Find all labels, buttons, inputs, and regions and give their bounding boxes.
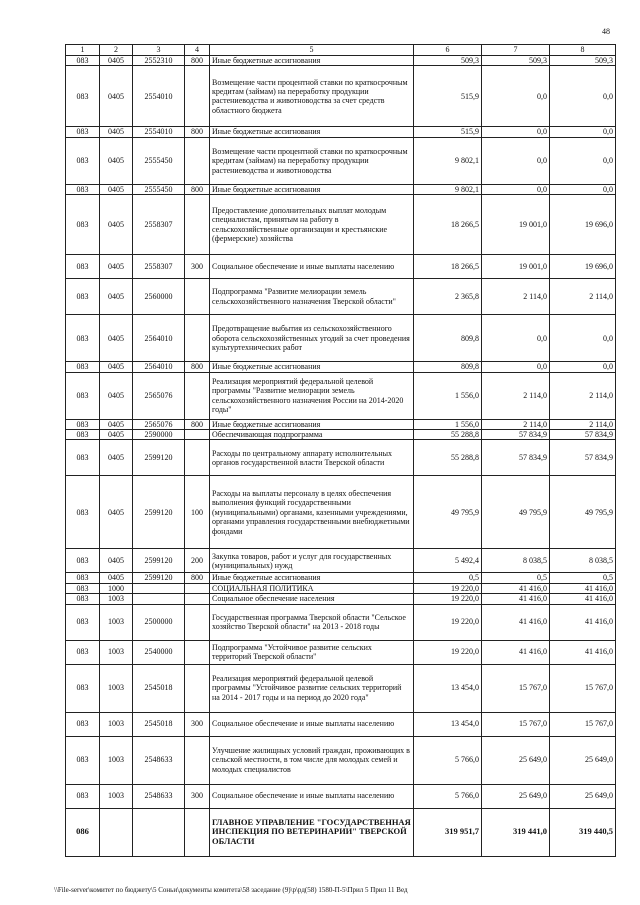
description-cell: Иные бюджетные ассигнования bbox=[210, 56, 414, 66]
section-cell: 0405 bbox=[100, 573, 133, 583]
code-cell: 086 bbox=[66, 808, 100, 856]
section-cell: 1003 bbox=[100, 784, 133, 808]
budget-table bbox=[65, 44, 616, 857]
amount-cell: 19 220,0 bbox=[414, 640, 482, 664]
table-row bbox=[66, 362, 616, 372]
table-row bbox=[66, 279, 616, 315]
amount-cell: 0,0 bbox=[482, 66, 550, 127]
target-cell: 2599120 bbox=[133, 549, 185, 573]
amount-cell: 809,8 bbox=[414, 362, 482, 372]
column-header: 1 bbox=[66, 45, 100, 56]
amount-cell: 9 802,1 bbox=[414, 137, 482, 184]
amount-cell: 0,0 bbox=[550, 127, 616, 137]
amount-cell: 19 220,0 bbox=[414, 594, 482, 604]
file-path-footer: \\File-server\комитет по бюджету\5 Соньи\документы комитета\58 заседание (9)\р\рд(58) 1580-П-5\Прил 5 Прил 11 Вед bbox=[54, 886, 408, 894]
type-cell: 300 bbox=[185, 255, 210, 279]
table-row bbox=[66, 583, 616, 593]
target-cell bbox=[133, 808, 185, 856]
section-cell: 0405 bbox=[100, 476, 133, 549]
table-row bbox=[66, 315, 616, 362]
table-row bbox=[66, 640, 616, 664]
amount-cell: 2 114,0 bbox=[482, 372, 550, 419]
table-row bbox=[66, 784, 616, 808]
table-row bbox=[66, 184, 616, 194]
amount-cell: 19 220,0 bbox=[414, 583, 482, 593]
type-cell bbox=[185, 315, 210, 362]
target-cell: 2555450 bbox=[133, 137, 185, 184]
table-row bbox=[66, 127, 616, 137]
target-cell: 2590000 bbox=[133, 430, 185, 440]
target-cell: 2545018 bbox=[133, 664, 185, 712]
section-cell: 0405 bbox=[100, 66, 133, 127]
description-cell: Подпрограмма "Развитие мелиорации земель сельскохозяйственного назначения Тверской области" bbox=[210, 279, 414, 315]
amount-cell: 19 696,0 bbox=[550, 195, 616, 255]
description-cell: Закупка товаров, работ и услуг для государственных (муниципальных) нужд bbox=[210, 549, 414, 573]
target-cell: 2564010 bbox=[133, 362, 185, 372]
target-cell: 2599120 bbox=[133, 440, 185, 476]
table-row bbox=[66, 372, 616, 419]
description-cell: Улучшение жилищных условий граждан, проживающих в сельской местности, в том числе для молодых семей и молодых специалистов bbox=[210, 736, 414, 784]
amount-cell: 15 767,0 bbox=[550, 664, 616, 712]
description-cell: СОЦИАЛЬНАЯ ПОЛИТИКА bbox=[210, 583, 414, 593]
amount-cell: 0,0 bbox=[482, 184, 550, 194]
table-row bbox=[66, 549, 616, 573]
table-row bbox=[66, 255, 616, 279]
type-cell bbox=[185, 372, 210, 419]
amount-cell: 0,0 bbox=[482, 137, 550, 184]
column-header: 2 bbox=[100, 45, 133, 56]
code-cell: 083 bbox=[66, 476, 100, 549]
amount-cell: 19 001,0 bbox=[482, 195, 550, 255]
target-cell: 2565076 bbox=[133, 372, 185, 419]
amount-cell: 0,5 bbox=[414, 573, 482, 583]
target-cell: 2540000 bbox=[133, 640, 185, 664]
amount-cell: 0,0 bbox=[550, 362, 616, 372]
section-cell: 1003 bbox=[100, 664, 133, 712]
section-cell: 1003 bbox=[100, 712, 133, 736]
code-cell: 083 bbox=[66, 279, 100, 315]
code-cell: 083 bbox=[66, 56, 100, 66]
code-cell: 083 bbox=[66, 372, 100, 419]
amount-cell: 41 416,0 bbox=[482, 583, 550, 593]
amount-cell: 41 416,0 bbox=[482, 594, 550, 604]
type-cell bbox=[185, 440, 210, 476]
header-row bbox=[66, 45, 616, 56]
description-cell: Социальное обеспечение и иные выплаты населению bbox=[210, 255, 414, 279]
type-cell bbox=[185, 583, 210, 593]
type-cell bbox=[185, 664, 210, 712]
amount-cell: 13 454,0 bbox=[414, 712, 482, 736]
type-cell bbox=[185, 736, 210, 784]
type-cell: 800 bbox=[185, 127, 210, 137]
code-cell: 083 bbox=[66, 127, 100, 137]
code-cell: 083 bbox=[66, 784, 100, 808]
amount-cell: 41 416,0 bbox=[550, 594, 616, 604]
description-cell: Предоставление дополнительных выплат молодым специалистам, принятым на работу в сельскохозяйственные организации и крестьянские (фермерские) хозяйства bbox=[210, 195, 414, 255]
code-cell: 083 bbox=[66, 640, 100, 664]
description-cell: Подпрограмма "Устойчивое развитие сельских территорий Тверской области" bbox=[210, 640, 414, 664]
type-cell: 800 bbox=[185, 56, 210, 66]
table-row bbox=[66, 604, 616, 640]
description-cell: Социальное обеспечение и иные выплаты населению bbox=[210, 712, 414, 736]
table-row bbox=[66, 195, 616, 255]
section-cell: 0405 bbox=[100, 279, 133, 315]
amount-cell: 515,9 bbox=[414, 127, 482, 137]
amount-cell: 25 649,0 bbox=[482, 784, 550, 808]
section-cell: 0405 bbox=[100, 372, 133, 419]
type-cell: 800 bbox=[185, 184, 210, 194]
target-cell: 2500000 bbox=[133, 604, 185, 640]
column-header: 6 bbox=[414, 45, 482, 56]
description-cell: Иные бюджетные ассигнования bbox=[210, 127, 414, 137]
target-cell bbox=[133, 594, 185, 604]
amount-cell: 15 767,0 bbox=[550, 712, 616, 736]
amount-cell: 2 114,0 bbox=[550, 279, 616, 315]
amount-cell: 0,0 bbox=[550, 137, 616, 184]
amount-cell: 2 114,0 bbox=[482, 279, 550, 315]
table-row bbox=[66, 440, 616, 476]
amount-cell: 319 440,5 bbox=[550, 808, 616, 856]
target-cell: 2558307 bbox=[133, 255, 185, 279]
code-cell: 083 bbox=[66, 712, 100, 736]
target-cell: 2560000 bbox=[133, 279, 185, 315]
type-cell bbox=[185, 640, 210, 664]
table-row bbox=[66, 712, 616, 736]
type-cell: 300 bbox=[185, 784, 210, 808]
section-cell: 0405 bbox=[100, 184, 133, 194]
target-cell: 2599120 bbox=[133, 476, 185, 549]
section-cell: 0405 bbox=[100, 56, 133, 66]
type-cell: 800 bbox=[185, 419, 210, 429]
table-row bbox=[66, 594, 616, 604]
code-cell: 083 bbox=[66, 583, 100, 593]
section-cell bbox=[100, 808, 133, 856]
code-cell: 083 bbox=[66, 419, 100, 429]
description-cell: Иные бюджетные ассигнования bbox=[210, 184, 414, 194]
code-cell: 083 bbox=[66, 430, 100, 440]
description-cell: Государственная программа Тверской области "Сельское хозяйство Тверской области" на 2013 - 2018 годы bbox=[210, 604, 414, 640]
target-cell: 2555450 bbox=[133, 184, 185, 194]
amount-cell: 509,3 bbox=[414, 56, 482, 66]
amount-cell: 49 795,9 bbox=[414, 476, 482, 549]
code-cell: 083 bbox=[66, 549, 100, 573]
section-cell: 1003 bbox=[100, 640, 133, 664]
table-row bbox=[66, 476, 616, 549]
type-cell: 200 bbox=[185, 549, 210, 573]
code-cell: 083 bbox=[66, 137, 100, 184]
amount-cell: 41 416,0 bbox=[550, 583, 616, 593]
amount-cell: 57 834,9 bbox=[550, 440, 616, 476]
section-cell: 1003 bbox=[100, 604, 133, 640]
section-cell: 0405 bbox=[100, 440, 133, 476]
table-row bbox=[66, 430, 616, 440]
code-cell: 083 bbox=[66, 66, 100, 127]
description-cell: ГЛАВНОЕ УПРАВЛЕНИЕ "ГОСУДАРСТВЕННАЯ ИНСПЕКЦИЯ ПО ВЕТЕРИНАРИИ" ТВЕРСКОЙ ОБЛАСТИ bbox=[210, 808, 414, 856]
table-row bbox=[66, 736, 616, 784]
section-cell: 1000 bbox=[100, 583, 133, 593]
amount-cell: 13 454,0 bbox=[414, 664, 482, 712]
amount-cell: 5 766,0 bbox=[414, 784, 482, 808]
code-cell: 083 bbox=[66, 255, 100, 279]
amount-cell: 25 649,0 bbox=[550, 784, 616, 808]
column-header: 4 bbox=[185, 45, 210, 56]
section-cell: 0405 bbox=[100, 362, 133, 372]
column-header: 3 bbox=[133, 45, 185, 56]
amount-cell: 0,5 bbox=[550, 573, 616, 583]
table-row bbox=[66, 137, 616, 184]
section-cell: 0405 bbox=[100, 430, 133, 440]
section-cell: 0405 bbox=[100, 549, 133, 573]
amount-cell: 41 416,0 bbox=[482, 640, 550, 664]
amount-cell: 55 288,8 bbox=[414, 430, 482, 440]
code-cell: 083 bbox=[66, 195, 100, 255]
amount-cell: 2 114,0 bbox=[550, 372, 616, 419]
amount-cell: 19 220,0 bbox=[414, 604, 482, 640]
type-cell bbox=[185, 594, 210, 604]
amount-cell: 0,5 bbox=[482, 573, 550, 583]
amount-cell: 509,3 bbox=[550, 56, 616, 66]
description-cell: Иные бюджетные ассигнования bbox=[210, 419, 414, 429]
description-cell: Социальное обеспечение и иные выплаты населению bbox=[210, 784, 414, 808]
amount-cell: 15 767,0 bbox=[482, 664, 550, 712]
amount-cell: 0,0 bbox=[550, 66, 616, 127]
amount-cell: 57 834,9 bbox=[482, 430, 550, 440]
amount-cell: 2 365,8 bbox=[414, 279, 482, 315]
amount-cell: 9 802,1 bbox=[414, 184, 482, 194]
table-row bbox=[66, 419, 616, 429]
description-cell: Социальное обеспечение населения bbox=[210, 594, 414, 604]
type-cell: 800 bbox=[185, 573, 210, 583]
amount-cell: 8 038,5 bbox=[550, 549, 616, 573]
target-cell bbox=[133, 583, 185, 593]
section-cell: 0405 bbox=[100, 315, 133, 362]
section-cell: 0405 bbox=[100, 419, 133, 429]
code-cell: 083 bbox=[66, 184, 100, 194]
amount-cell: 515,9 bbox=[414, 66, 482, 127]
amount-cell: 49 795,9 bbox=[550, 476, 616, 549]
type-cell: 800 bbox=[185, 362, 210, 372]
code-cell: 083 bbox=[66, 362, 100, 372]
amount-cell: 0,0 bbox=[482, 127, 550, 137]
column-header: 8 bbox=[550, 45, 616, 56]
amount-cell: 8 038,5 bbox=[482, 549, 550, 573]
amount-cell: 809,8 bbox=[414, 315, 482, 362]
code-cell: 083 bbox=[66, 594, 100, 604]
target-cell: 2548633 bbox=[133, 784, 185, 808]
amount-cell: 5 492,4 bbox=[414, 549, 482, 573]
description-cell: Обеспечивающая подпрограмма bbox=[210, 430, 414, 440]
code-cell: 083 bbox=[66, 664, 100, 712]
target-cell: 2554010 bbox=[133, 127, 185, 137]
amount-cell: 19 696,0 bbox=[550, 255, 616, 279]
amount-cell: 49 795,9 bbox=[482, 476, 550, 549]
amount-cell: 2 114,0 bbox=[550, 419, 616, 429]
target-cell: 2554010 bbox=[133, 66, 185, 127]
code-cell: 083 bbox=[66, 573, 100, 583]
section-cell: 1003 bbox=[100, 736, 133, 784]
target-cell: 2599120 bbox=[133, 573, 185, 583]
type-cell: 300 bbox=[185, 712, 210, 736]
section-cell: 0405 bbox=[100, 137, 133, 184]
code-cell: 083 bbox=[66, 736, 100, 784]
amount-cell: 19 001,0 bbox=[482, 255, 550, 279]
type-cell bbox=[185, 195, 210, 255]
code-cell: 083 bbox=[66, 604, 100, 640]
amount-cell: 25 649,0 bbox=[482, 736, 550, 784]
amount-cell: 0,0 bbox=[550, 184, 616, 194]
page-number: 48 bbox=[602, 27, 610, 36]
target-cell: 2545018 bbox=[133, 712, 185, 736]
amount-cell: 509,3 bbox=[482, 56, 550, 66]
type-cell bbox=[185, 279, 210, 315]
description-cell: Предотвращение выбытия из сельскохозяйственного оборота сельскохозяйственных угодий за счет проведения культуртехнических работ bbox=[210, 315, 414, 362]
table-row bbox=[66, 66, 616, 127]
target-cell: 2565076 bbox=[133, 419, 185, 429]
column-header: 7 bbox=[482, 45, 550, 56]
amount-cell: 57 834,9 bbox=[482, 440, 550, 476]
description-cell: Иные бюджетные ассигнования bbox=[210, 573, 414, 583]
code-cell: 083 bbox=[66, 440, 100, 476]
description-cell: Расходы по центральному аппарату исполнительных органов государственной власти Тверской области bbox=[210, 440, 414, 476]
amount-cell: 0,0 bbox=[550, 315, 616, 362]
target-cell: 2558307 bbox=[133, 195, 185, 255]
description-cell: Иные бюджетные ассигнования bbox=[210, 362, 414, 372]
section-cell: 1003 bbox=[100, 594, 133, 604]
description-cell: Реализация мероприятий федеральной целевой программы "Устойчивое развитие сельских территорий на 2014 - 2017 годы и на период до 2020 года" bbox=[210, 664, 414, 712]
code-cell: 083 bbox=[66, 315, 100, 362]
type-cell: 100 bbox=[185, 476, 210, 549]
amount-cell: 5 766,0 bbox=[414, 736, 482, 784]
description-cell: Реализация мероприятий федеральной целевой программы "Развитие мелиорации земель сельскохозяйственного назначения России на 2014-2020 годы" bbox=[210, 372, 414, 419]
description-cell: Возмещение части процентной ставки по краткосрочным кредитам (займам) на переработку продукции растениеводства и животноводства bbox=[210, 137, 414, 184]
table-row bbox=[66, 664, 616, 712]
amount-cell: 18 266,5 bbox=[414, 255, 482, 279]
amount-cell: 0,0 bbox=[482, 315, 550, 362]
amount-cell: 41 416,0 bbox=[550, 640, 616, 664]
type-cell bbox=[185, 808, 210, 856]
target-cell: 2548633 bbox=[133, 736, 185, 784]
amount-cell: 1 556,0 bbox=[414, 372, 482, 419]
table-row bbox=[66, 808, 616, 856]
amount-cell: 41 416,0 bbox=[550, 604, 616, 640]
section-cell: 0405 bbox=[100, 255, 133, 279]
table-row bbox=[66, 56, 616, 66]
amount-cell: 319 441,0 bbox=[482, 808, 550, 856]
amount-cell: 1 556,0 bbox=[414, 419, 482, 429]
type-cell bbox=[185, 430, 210, 440]
target-cell: 2564010 bbox=[133, 315, 185, 362]
amount-cell: 18 266,5 bbox=[414, 195, 482, 255]
type-cell bbox=[185, 137, 210, 184]
amount-cell: 0,0 bbox=[482, 362, 550, 372]
amount-cell: 25 649,0 bbox=[550, 736, 616, 784]
type-cell bbox=[185, 604, 210, 640]
description-cell: Возмещение части процентной ставки по краткосрочным кредитам (займам) на переработку продукции растениеводства и животноводства за счет средств областного бюджета bbox=[210, 66, 414, 127]
column-header: 5 bbox=[210, 45, 414, 56]
section-cell: 0405 bbox=[100, 127, 133, 137]
amount-cell: 319 951,7 bbox=[414, 808, 482, 856]
amount-cell: 57 834,9 bbox=[550, 430, 616, 440]
amount-cell: 55 288,8 bbox=[414, 440, 482, 476]
amount-cell: 41 416,0 bbox=[482, 604, 550, 640]
amount-cell: 15 767,0 bbox=[482, 712, 550, 736]
description-cell: Расходы на выплаты персоналу в целях обеспечения выполнения функций государственными (муниципальными) органами, казенными учреждениями, органами управления государственными внебюджетными фондами bbox=[210, 476, 414, 549]
target-cell: 2552310 bbox=[133, 56, 185, 66]
amount-cell: 2 114,0 bbox=[482, 419, 550, 429]
section-cell: 0405 bbox=[100, 195, 133, 255]
table-row bbox=[66, 573, 616, 583]
type-cell bbox=[185, 66, 210, 127]
